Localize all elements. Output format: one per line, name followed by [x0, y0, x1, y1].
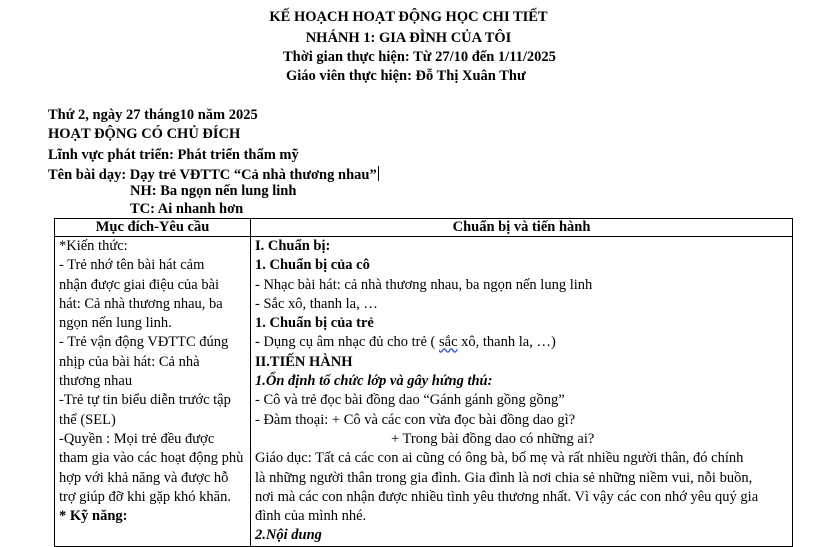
objective-line: -Trẻ tự tin biểu diễn trước tập — [59, 392, 231, 409]
procedure-line: Giáo dục: Tất cả các con ai cũng có ông bà, bố mẹ và rất nhiều người thân, đó chính — [255, 450, 744, 467]
doc-title: KẾ HOẠCH HOẠT ĐỘNG HỌC CHI TIẾT — [269, 9, 548, 25]
objective-line: tham gia vào các hoạt động phù — [59, 450, 244, 467]
objective-line: nhịp của bài hát: Cả nhà — [59, 353, 200, 370]
section-heading: 1. Chuẩn bị của cô — [255, 257, 370, 274]
section-heading: 1. Chuẩn bị của trẻ — [255, 315, 374, 332]
procedure-line: - Nhạc bài hát: cả nhà thương nhau, ba ngọn nến lung linh — [255, 276, 593, 293]
objective-line: -Quyền : Mọi trẻ đều được — [59, 430, 215, 447]
objective-line: ngọn nến lung linh. — [59, 315, 172, 332]
procedure-line: - Đàm thoại: + Cô và các con vừa đọc bài đồng dao gì? — [255, 411, 576, 428]
procedure-line: + Trong bài đồng dao có những ai? — [391, 430, 595, 447]
activity-heading: HOẠT ĐỘNG CÓ CHỦ ĐÍCH — [48, 126, 241, 142]
date-line: Thứ 2, ngày 27 tháng10 năm 2025 — [48, 107, 258, 123]
objective-line: hát: Cả nhà thương nhau, ba — [59, 295, 223, 312]
lesson-plan-table — [54, 218, 793, 547]
section-heading: 2.Nội dung — [255, 527, 322, 544]
procedure-line: - Cô và trẻ đọc bài đồng dao “Gánh gánh gồng gồng” — [255, 392, 565, 409]
col1-header: Mục đích-Yêu cầu — [55, 219, 251, 237]
objective-line: thể (SEL) — [59, 411, 116, 428]
procedure-cell — [251, 237, 793, 547]
teacher-line: Giáo viên thực hiện: Đỗ Thị Xuân Thư — [286, 68, 526, 84]
table-header-row — [55, 219, 793, 237]
lesson-line — [48, 166, 379, 184]
lesson-label: Tên bài dạy: — [48, 167, 127, 183]
procedure-text: xô, thanh la, …) — [457, 334, 556, 351]
table-row — [55, 237, 793, 547]
objective-line: nhận được giai điệu của bài — [59, 276, 220, 293]
spellcheck-word: sắc — [439, 334, 458, 351]
nh-line: NH: Ba ngọn nến lung linh — [130, 183, 297, 199]
section-heading: I. Chuẩn bị: — [255, 238, 331, 254]
procedure-line — [255, 333, 788, 352]
objective-line: - Trẻ nhớ tên bài hát cảm — [59, 257, 205, 274]
field-line — [48, 147, 299, 164]
col2-header: Chuẩn bị và tiến hành — [251, 219, 793, 237]
procedure-line: đình của mình nhé. — [255, 508, 367, 525]
text-cursor — [378, 166, 379, 181]
time-line: Thời gian thực hiện: Từ 27/10 đến 1/11/2025 — [283, 49, 556, 65]
branch-title: NHÁNH 1: GIA ĐÌNH CỦA TÔI — [305, 30, 512, 46]
procedure-line: - Sắc xô, thanh la, … — [255, 295, 378, 312]
section-heading: II.TIẾN HÀNH — [255, 353, 353, 370]
objectives-cell — [55, 237, 251, 547]
objective-line: - Trẻ vận động VĐTTC đúng — [59, 334, 229, 351]
objective-line: *Kiến thức: — [59, 238, 128, 254]
tc-line: TC: Ai nhanh hơn — [130, 201, 244, 217]
procedure-line: nơi mà các con nhận được nhiều tình yêu thương nhất. Vì vậy các con nhớ yêu quý gia — [255, 488, 759, 505]
objective-line: hợp với khả năng và được hỗ — [59, 469, 229, 486]
lesson-value: Dạy trẻ VĐTTC “Cả nhà thương nhau” — [126, 167, 377, 183]
objective-line: trợ giúp đỡ khi gặp khó khăn. — [59, 488, 231, 505]
objective-line: * Kỹ năng: — [59, 508, 128, 525]
field-label: Lĩnh vực phát triển: — [48, 147, 174, 163]
procedure-line: là những người thân trong gia đình. Gia đình là nơi chia sẻ những niềm vui, nỗi buồn, — [255, 469, 753, 486]
procedure-text: - Dụng cụ âm nhạc đủ cho trẻ ( — [255, 334, 440, 351]
objective-line: thương nhau — [59, 373, 133, 390]
section-heading: 1.Ổn định tổ chức lớp và gây hứng thú: — [255, 373, 493, 390]
field-value: Phát triển thẩm mỹ — [173, 147, 299, 163]
